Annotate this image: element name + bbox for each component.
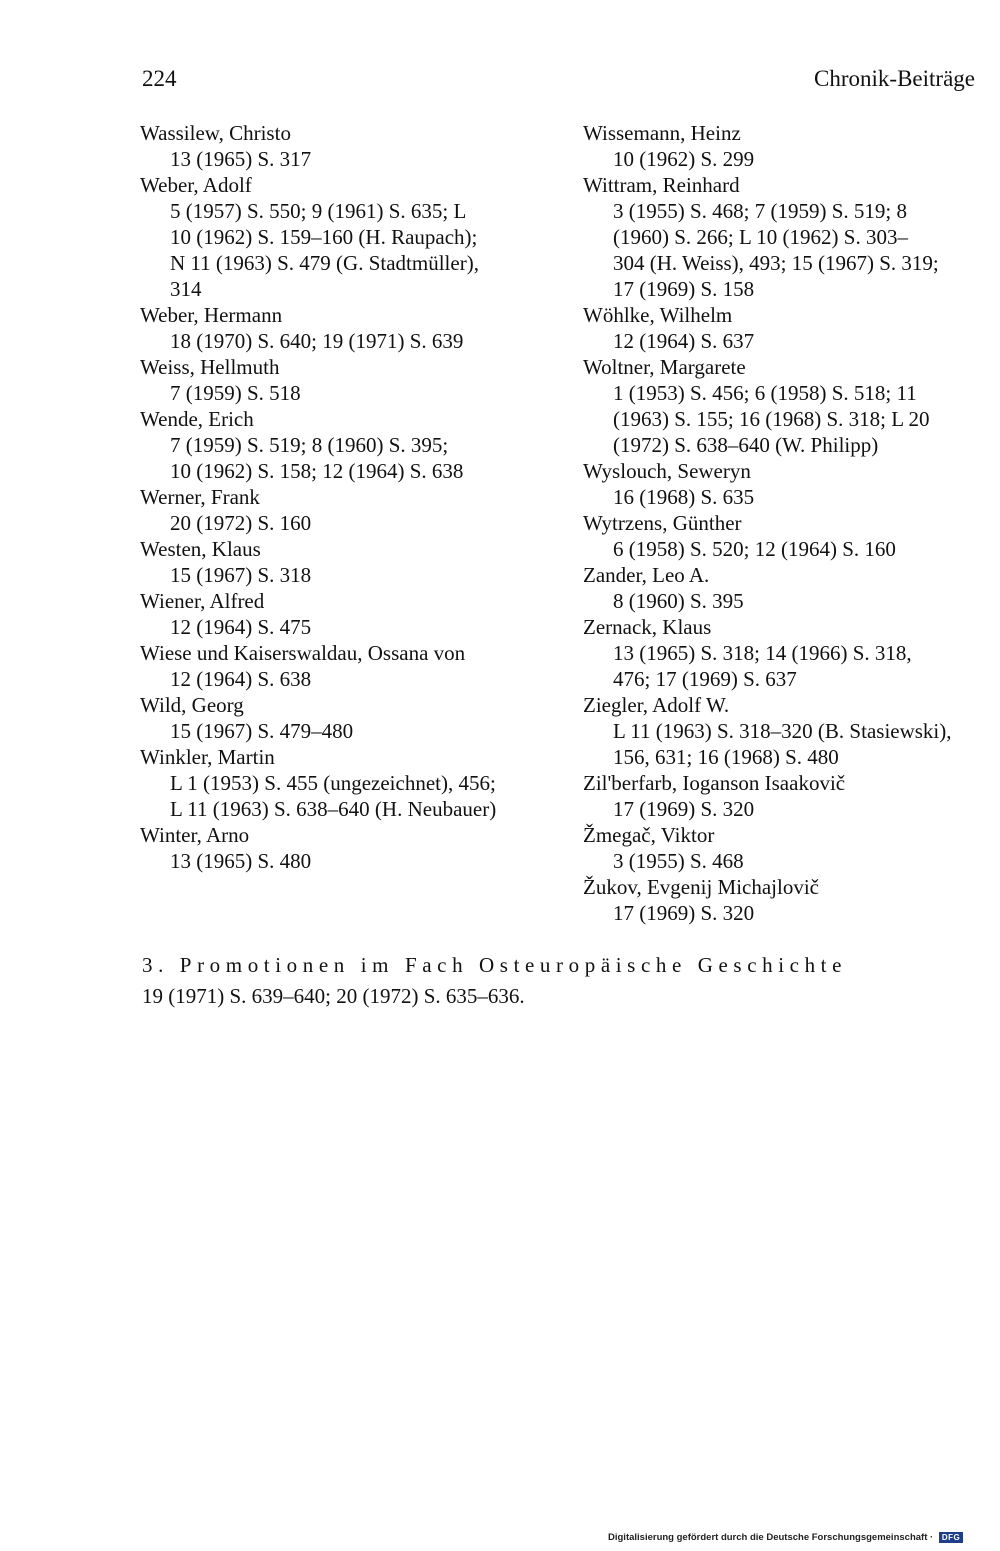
author-name: Zil'berfarb, Ioganson Isaakovič <box>583 771 846 795</box>
citation-line: 10 (1962) S. 158; 12 (1964) S. 638 <box>170 459 464 483</box>
index-column-left <box>140 120 560 874</box>
author-name: Zander, Leo A. <box>583 563 710 587</box>
citation-line: 476; 17 (1969) S. 637 <box>613 667 797 691</box>
citation-line: 304 (H. Weiss), 493; 15 (1967) S. 319; <box>613 251 939 275</box>
citation-line: 17 (1969) S. 320 <box>613 797 755 821</box>
citation-line: 17 (1969) S. 320 <box>613 901 755 925</box>
author-name: Wittram, Reinhard <box>583 173 740 197</box>
citation-line: 10 (1962) S. 159–160 (H. Raupach); <box>170 225 478 249</box>
author-name: Wyslouch, Seweryn <box>583 459 751 483</box>
citation-line: 18 (1970) S. 640; 19 (1971) S. 639 <box>170 329 464 353</box>
citation-line: N 11 (1963) S. 479 (G. Stadtmüller), <box>170 251 479 275</box>
index-entry <box>583 302 997 354</box>
index-entry <box>583 874 997 926</box>
index-column-right <box>583 120 997 926</box>
index-entry <box>583 770 997 822</box>
author-name: Werner, Frank <box>140 485 260 509</box>
section-heading: 3. Promotionen im Fach Osteuropäische Geschichte <box>142 953 848 977</box>
page-header <box>142 66 975 98</box>
citation-line: L 11 (1963) S. 318–320 (B. Stasiewski), <box>613 719 952 743</box>
index-entry <box>140 406 560 484</box>
author-name: Wassilew, Christo <box>140 121 291 145</box>
author-name: Žukov, Evgenij Michajlovič <box>583 875 820 899</box>
citation-line: 7 (1959) S. 519; 8 (1960) S. 395; <box>170 433 449 457</box>
citation-line: 1 (1953) S. 456; 6 (1958) S. 518; 11 <box>613 381 917 405</box>
citation-line: 8 (1960) S. 395 <box>613 589 744 613</box>
author-name: Wytrzens, Günther <box>583 511 742 535</box>
author-name: Wiener, Alfred <box>140 589 265 613</box>
footer-text: Digitalisierung gefördert durch die Deutsche Forschungsgemeinschaft · <box>608 1532 934 1544</box>
citation-line: 156, 631; 16 (1968) S. 480 <box>613 745 839 769</box>
author-name: Weiss, Hellmuth <box>140 355 280 379</box>
index-entry <box>140 536 560 588</box>
index-entry <box>583 354 997 458</box>
author-name: Ziegler, Adolf W. <box>583 693 730 717</box>
author-name: Wiese und Kaiserswaldau, Ossana von <box>140 641 466 665</box>
author-name: Westen, Klaus <box>140 537 261 561</box>
index-entry <box>583 458 997 510</box>
citation-line: 13 (1965) S. 317 <box>170 147 312 171</box>
citation-line: 314 <box>170 277 202 301</box>
citation-line: 15 (1967) S. 318 <box>170 563 312 587</box>
index-entry <box>140 120 560 172</box>
index-entry <box>140 354 560 406</box>
author-name: Woltner, Margarete <box>583 355 746 379</box>
citation-line: (1963) S. 155; 16 (1968) S. 318; L 20 <box>613 407 930 431</box>
citation-line: L 11 (1963) S. 638–640 (H. Neubauer) <box>170 797 497 821</box>
page-number: 224 <box>142 66 177 91</box>
index-entry <box>140 692 560 744</box>
index-entry <box>140 302 560 354</box>
index-entry <box>583 692 997 770</box>
author-name: Winter, Arno <box>140 823 250 847</box>
author-name: Wild, Georg <box>140 693 244 717</box>
citation-line: 6 (1958) S. 520; 12 (1964) S. 160 <box>613 537 896 561</box>
index-entry <box>583 510 997 562</box>
citation-line: 12 (1964) S. 637 <box>613 329 755 353</box>
section-refs: 19 (1971) S. 639–640; 20 (1972) S. 635–636. <box>142 984 525 1008</box>
citation-line: 3 (1955) S. 468 <box>613 849 744 873</box>
author-name: Wissemann, Heinz <box>583 121 741 145</box>
citation-line: 3 (1955) S. 468; 7 (1959) S. 519; 8 <box>613 199 907 223</box>
citation-line: 12 (1964) S. 638 <box>170 667 312 691</box>
author-name: Winkler, Martin <box>140 745 275 769</box>
citation-line: 13 (1965) S. 318; 14 (1966) S. 318, <box>613 641 912 665</box>
index-entry <box>583 172 997 302</box>
running-head: Chronik-Beiträge <box>814 66 975 91</box>
index-entry <box>583 562 997 614</box>
digitization-footer <box>608 1532 963 1543</box>
citation-line: 20 (1972) S. 160 <box>170 511 312 535</box>
citation-line: 17 (1969) S. 158 <box>613 277 755 301</box>
author-name: Zernack, Klaus <box>583 615 712 639</box>
citation-line: 16 (1968) S. 635 <box>613 485 755 509</box>
section-promotions <box>142 951 972 1013</box>
author-name: Žmegač, Viktor <box>583 823 715 847</box>
author-name: Weber, Hermann <box>140 303 283 327</box>
citation-line: 13 (1965) S. 480 <box>170 849 312 873</box>
index-entry <box>140 172 560 302</box>
index-entry <box>583 822 997 874</box>
author-name: Wöhlke, Wilhelm <box>583 303 733 327</box>
index-entry <box>583 120 997 172</box>
index-entry <box>140 744 560 822</box>
citation-line: 5 (1957) S. 550; 9 (1961) S. 635; L <box>170 199 467 223</box>
index-entry <box>140 588 560 640</box>
author-name: Weber, Adolf <box>140 173 252 197</box>
citation-line: (1960) S. 266; L 10 (1962) S. 303– <box>613 225 908 249</box>
citation-line: (1972) S. 638–640 (W. Philipp) <box>613 433 879 457</box>
citation-line: 10 (1962) S. 299 <box>613 147 755 171</box>
author-name: Wende, Erich <box>140 407 254 431</box>
citation-line: L 1 (1953) S. 455 (ungezeichnet), 456; <box>170 771 496 795</box>
dfg-logo: DFG <box>939 1532 963 1543</box>
citation-line: 7 (1959) S. 518 <box>170 381 301 405</box>
index-entry <box>583 614 997 692</box>
citation-line: 15 (1967) S. 479–480 <box>170 719 354 743</box>
index-entry <box>140 484 560 536</box>
index-entry <box>140 822 560 874</box>
citation-line: 12 (1964) S. 475 <box>170 615 312 639</box>
index-entry <box>140 640 560 692</box>
